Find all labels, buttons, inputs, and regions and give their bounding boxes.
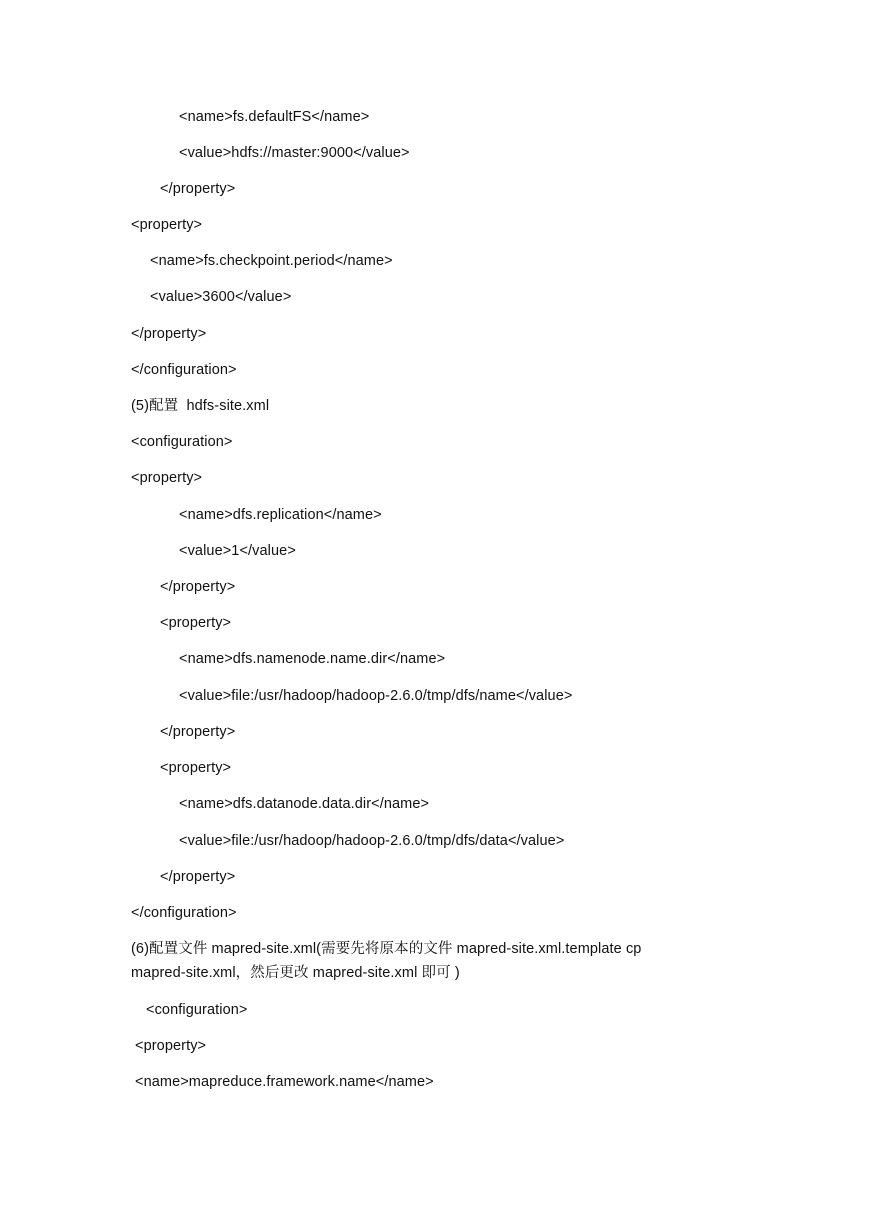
code-line: <name>dfs.namenode.name.dir</name> [179, 651, 446, 667]
code-line: <property> [160, 760, 232, 776]
code-line: <value>file:/usr/hadoop/hadoop-2.6.0/tmp/dfs/name</value> [179, 688, 573, 704]
code-line: <name>mapreduce.framework.name</name> [135, 1074, 434, 1090]
code-line: </property> [160, 869, 236, 885]
code-line: </property> [131, 326, 207, 342]
code-line: </configuration> [131, 362, 237, 378]
code-line: <value>3600</value> [150, 289, 292, 305]
code-line: <name>dfs.replication</name> [179, 507, 382, 523]
code-line: <value>hdfs://master:9000</value> [179, 145, 410, 161]
section-heading: (6)配置文件 mapred-site.xml(需要先将原本的文件 mapred-site.xml.template cp mapred-site.xml，然后更改 mapred-site.xml 即可 ) [131, 941, 642, 981]
code-line: <property> [135, 1038, 207, 1054]
code-line: <name>fs.checkpoint.period</name> [150, 253, 393, 269]
code-line: </property> [160, 181, 236, 197]
code-line: <configuration> [131, 434, 233, 450]
code-line: <value>file:/usr/hadoop/hadoop-2.6.0/tmp/dfs/data</value> [179, 833, 565, 849]
code-line: <name>dfs.datanode.data.dir</name> [179, 796, 430, 812]
code-line: <property> [131, 470, 203, 486]
code-line: <property> [131, 217, 203, 233]
code-line: </property> [160, 579, 236, 595]
code-line: <name>fs.defaultFS</name> [179, 109, 370, 125]
code-line: </configuration> [131, 905, 237, 921]
code-line: <property> [160, 615, 232, 631]
code-line: <value>1</value> [179, 543, 296, 559]
code-line: </property> [160, 724, 236, 740]
section-heading: (5)配置 hdfs-site.xml [131, 398, 270, 414]
code-line: <configuration> [146, 1002, 248, 1018]
